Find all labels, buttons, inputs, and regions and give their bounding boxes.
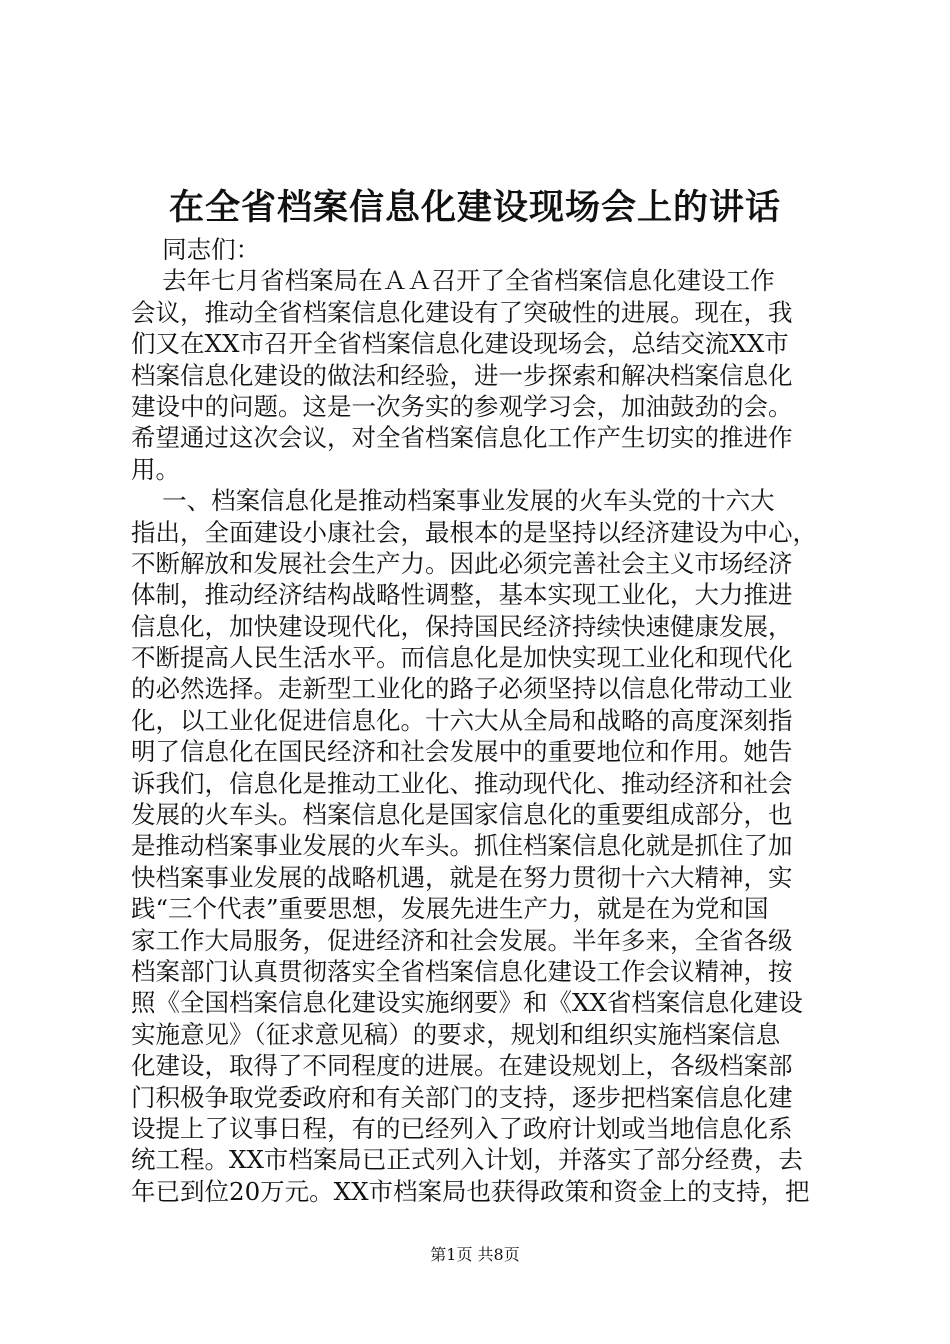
- body-line: 建设中的问题。这是一次务实的参观学习会，加油鼓劲的会。: [131, 391, 793, 421]
- body-line: 体制，推动经济结构战略性调整，基本实现工业化，大力推进: [131, 580, 793, 610]
- body-line: 同志们：: [131, 235, 261, 264]
- document-body: [131, 234, 831, 1207]
- body-line: 实施意见》（征求意见稿）的要求，规划和组织实施档案信息: [131, 1019, 781, 1049]
- body-line: 发展的火车头。档案信息化是国家信息化的重要组成部分，也: [131, 800, 793, 830]
- body-line: 设提上了议事日程，有的已经列入了政府计划或当地信息化系: [131, 1113, 793, 1143]
- body-line: 们又在XX市召开全省档案信息化建设现场会，总结交流XX市: [131, 329, 789, 359]
- body-line: 去年七月省档案局在ＡＡ召开了全省档案信息化建设工作: [131, 266, 775, 296]
- body-line: 诉我们，信息化是推动工业化、推动现代化、推动经济和社会: [131, 768, 793, 798]
- body-line: 一、档案信息化是推动档案事业发展的火车头党的十六大: [131, 486, 775, 516]
- body-line: 信息化，加快建设现代化，保持国民经济持续快速健康发展，: [131, 611, 793, 641]
- body-line: 会议，推动全省档案信息化建设有了突破性的进展。现在，我: [131, 297, 793, 327]
- page-footer: 第1页 共8页: [430, 1245, 520, 1264]
- body-line: 门积极争取党委政府和有关部门的支持，逐步把档案信息化建: [131, 1082, 793, 1112]
- body-line: 快档案事业发展的战略机遇，就是在努力贯彻十六大精神，实: [131, 862, 793, 892]
- body-line: 希望通过这次会议，对全省档案信息化工作产生切实的推进作: [131, 423, 793, 453]
- body-line: 用。: [131, 454, 180, 484]
- body-line: 践“三个代表”重要思想，发展先进生产力，就是在为党和国: [131, 894, 769, 924]
- body-line: 化，以工业化促进信息化。十六大从全局和战略的高度深刻指: [131, 705, 793, 735]
- body-line: 指出，全面建设小康社会，最根本的是坚持以经济建设为中心，: [131, 517, 817, 547]
- body-line: 化建设，取得了不同程度的进展。在建设规划上，各级档案部: [131, 1051, 793, 1081]
- document-title: 在全省档案信息化建设现场会上的讲话: [168, 187, 781, 228]
- body-line: 不断提高人民生活水平。而信息化是加快实现工业化和现代化: [131, 643, 793, 673]
- body-line: 统工程。XX市档案局已正式列入计划，并落实了部分经费，去: [131, 1145, 803, 1175]
- body-line: 年已到位20万元。XX市档案局也获得政策和资金上的支持，把: [131, 1176, 810, 1206]
- body-line: 的必然选择。走新型工业化的路子必须坚持以信息化带动工业: [131, 674, 793, 704]
- body-line: 档案部门认真贯彻落实全省档案信息化建设工作会议精神，按: [131, 956, 793, 986]
- body-line: 明了信息化在国民经济和社会发展中的重要地位和作用。她告: [131, 737, 793, 767]
- body-line: 不断解放和发展社会生产力。因此必须完善社会主义市场经济: [131, 548, 793, 578]
- body-line: 是推动档案事业发展的火车头。抓住档案信息化就是抓住了加: [131, 831, 793, 861]
- body-line: 家工作大局服务，促进经济和社会发展。半年多来，全省各级: [131, 925, 793, 955]
- body-line: 档案信息化建设的做法和经验，进一步探索和解决档案信息化: [131, 360, 793, 390]
- body-line: 照《全国档案信息化建设实施纲要》和《XX省档案信息化建设: [131, 988, 803, 1018]
